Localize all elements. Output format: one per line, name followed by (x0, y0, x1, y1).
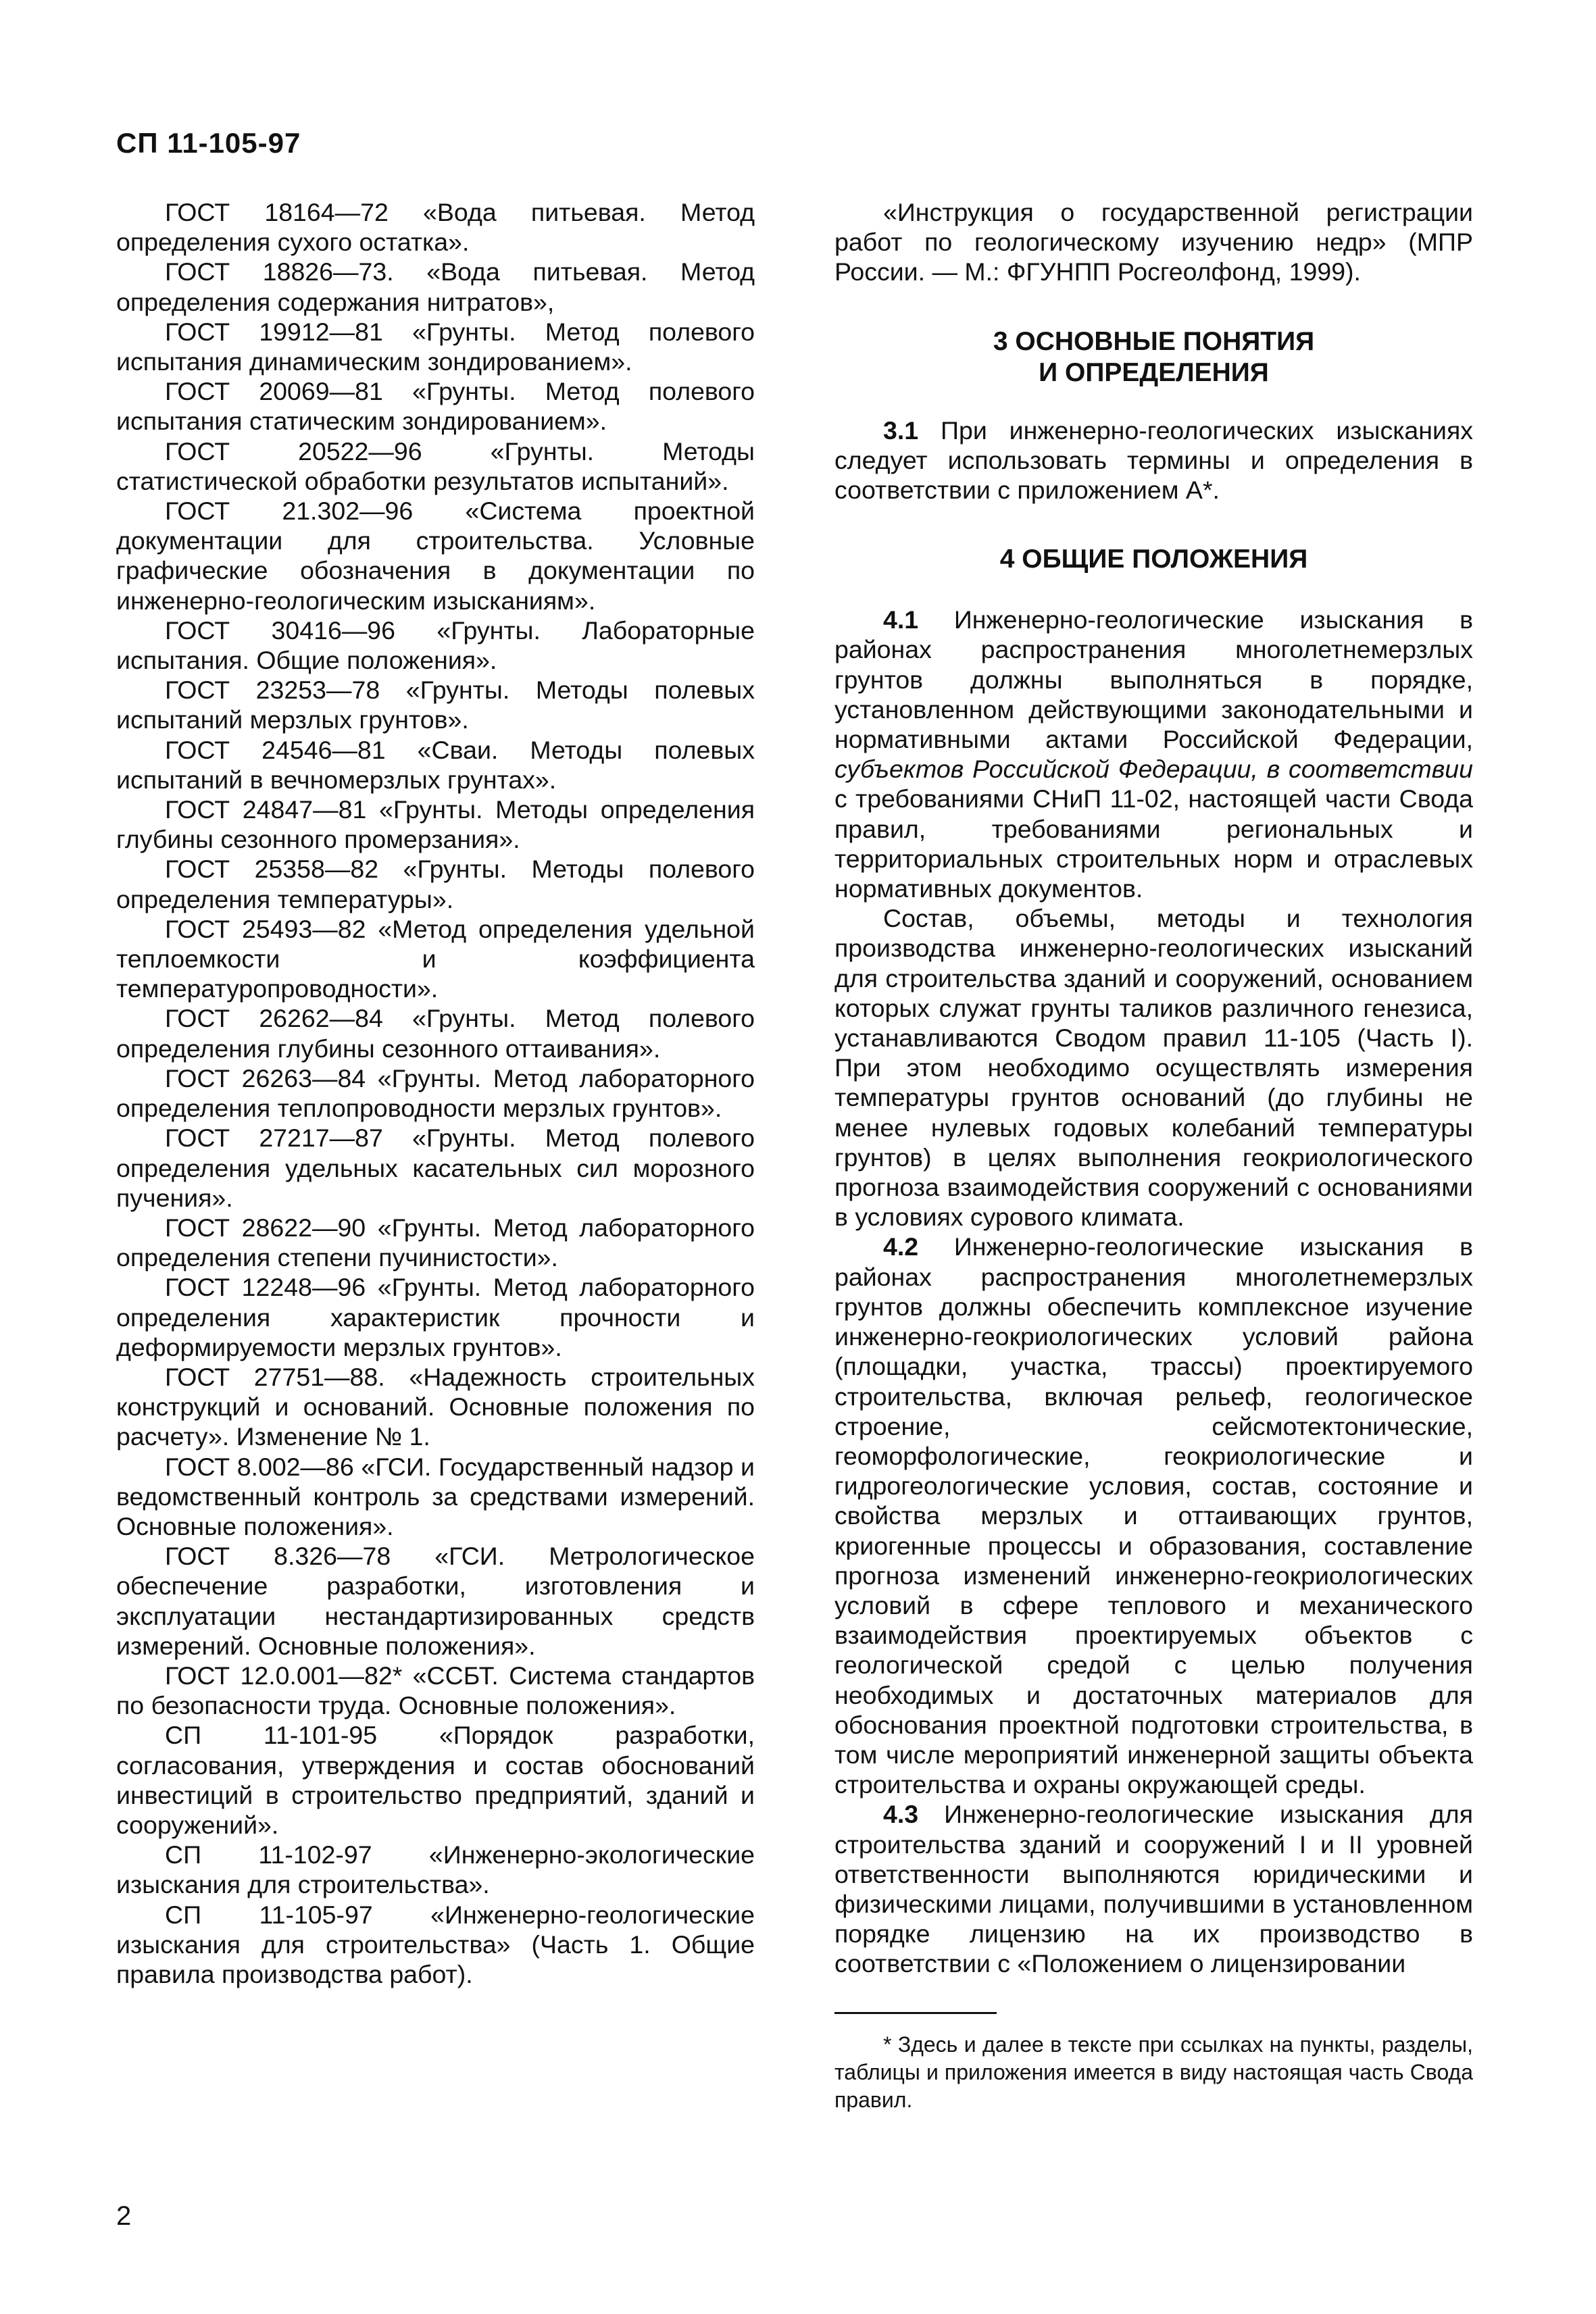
reference-item: СП 11-105-97 «Инженерно-геологические изыскания для строительства» (Часть 1. Общие правила производства работ). (116, 1900, 755, 1988)
reference-item: ГОСТ 21.302—96 «Система проектной документации для строительства. Условные графические обозначения в документации по инженерно-геологическим изысканиям». (116, 497, 755, 615)
section-3-heading-line1: 3 ОСНОВНЫЕ ПОНЯТИЯ (993, 326, 1315, 356)
reference-item: ГОСТ 8.002—86 «ГСИ. Государственный надзор и ведомственный контроль за средствами измерений. Основные положения». (116, 1452, 755, 1540)
paragraph-4-1-continued: Состав, объемы, методы и технология производства инженерно-геологических изысканий для строительства зданий и сооружений, основанием которых служат грунты таликов различного генезиса, устанавливаются Сводом правил 11-105 (Часть I). При этом необходимо осуществлять измерения температуры грунтов оснований (до глубины не менее нулевых годовых колебаний температуры грунтов) в целях выполнения геокриологического прогноза взаимодействия сооружений с основаниями в условиях сурового климата. (834, 904, 1473, 1232)
reference-item: СП 11-101-95 «Порядок разработки, согласования, утверждения и состав обоснований инвестиций в строительство предприятий, зданий и сооружений». (116, 1721, 755, 1839)
reference-item: ГОСТ 25358—82 «Грунты. Методы полевого определения температуры». (116, 855, 755, 913)
paragraph-text: При инженерно-геологических изысканиях следует использовать термины и определения в соответствии с приложением А*. (834, 416, 1473, 505)
paragraph-number: 4.3 (883, 1800, 919, 1829)
paragraph-3-1 (834, 416, 1473, 505)
reference-continuation: «Инструкция о государственной регистрации работ по геологическому изучению недр» (МПР России. — М.: ФГУНПП Росгеолфонд, 1999). (834, 198, 1473, 286)
section-4-heading: 4 ОБЩИЕ ПОЛОЖЕНИЯ (999, 545, 1308, 574)
reference-item: ГОСТ 8.326—78 «ГСИ. Метрологическое обеспечение разработки, изготовления и эксплуатации нестандартизированных средств измерений. Основные положения». (116, 1542, 755, 1660)
paragraph-number: 3.1 (883, 416, 919, 445)
reference-item: ГОСТ 30416—96 «Грунты. Лабораторные испытания. Общие положения». (116, 615, 755, 675)
reference-item: ГОСТ 19912—81 «Грунты. Метод полевого испытания динамическим зондированием». (116, 317, 755, 376)
reference-item: ГОСТ 24546—81 «Сваи. Методы полевых испытаний в вечномерзлых грунтах». (116, 735, 755, 794)
left-column (116, 197, 755, 1989)
page-number: 2 (116, 2201, 132, 2231)
reference-item: СП 11-102-97 «Инженерно-экологические изыскания для строительства». (116, 1840, 755, 1899)
reference-item: ГОСТ 27751—88. «Надежность строительных конструкций и оснований. Основные положения по расчету». Изменение № 1. (116, 1362, 755, 1451)
paragraph-4-3 (834, 1799, 1473, 1978)
right-column (834, 197, 1473, 1979)
paragraph-text-italic: субъектов Российской Федерации, в соответствии (834, 755, 1473, 784)
paragraph-text: с требованиями СНиП 11-02, настоящей части Свода правил, требованиями региональных и территориальных строительных норм и отраслевых нормативных документов. (834, 784, 1473, 903)
footnote: * Здесь и далее в тексте при ссылках на пункты, разделы, таблицы и приложения имеется в виду настоящая часть Свода правил. (834, 2032, 1473, 2112)
reference-item: ГОСТ 24847—81 «Грунты. Методы определения глубины сезонного промерзания». (116, 795, 755, 854)
paragraph-number: 4.1 (883, 605, 919, 634)
document-code: СП 11-105-97 (116, 127, 301, 159)
paragraph-text: Инженерно-геологические изыскания в районах распространения многолетнемерзлых грунтов должны выполняться в порядке, установленном действующими законодательными и нормативными актами Российской Федерации, (834, 605, 1473, 754)
paragraph-4-2 (834, 1232, 1473, 1799)
reference-item: ГОСТ 25493—82 «Метод определения удельной теплоемкости и коэффициента температуропроводности». (116, 914, 755, 1003)
reference-item: ГОСТ 20522—96 «Грунты. Методы статистической обработки результатов испытаний». (116, 436, 755, 495)
reference-item: ГОСТ 12.0.001—82* «ССБТ. Система стандартов по безопасности труда. Основные положения». (116, 1661, 755, 1720)
reference-item: ГОСТ 26263—84 «Грунты. Метод лабораторного определения теплопроводности мерзлых грунтов». (116, 1063, 755, 1123)
reference-item: ГОСТ 27217—87 «Грунты. Метод полевого определения удельных касательных сил морозного пучения». (116, 1124, 755, 1212)
reference-item: ГОСТ 26262—84 «Грунты. Метод полевого определения глубины сезонного оттаивания». (116, 1004, 755, 1063)
footnote-rule (834, 2012, 997, 2014)
paragraph-text: Инженерно-геологические изыскания в районах распространения многолетнемерзлых грунтов должны обеспечить комплексное изучение инженерно-геокриологических условий района (площадки, участка, трассы) проектируемого строительства, включая рельеф, геологическое строение, сейсмотектонические, геоморфологические, геокриологические и гидрогеологические условия, состав, состояние и свойства мерзлых и оттаивающих грунтов, криогенные процессы и образования, составление прогноза изменений инженерно-геокриологических условий в сфере теплового и механического взаимодействия проектируемых объектов с геологической средой с целью получения необходимых и достаточных материалов для обоснования проектной подготовки строительства, в том числе мероприятий инженерной защиты объекта строительства и охраны окружающей среды. (834, 1232, 1473, 1799)
reference-item: ГОСТ 18164—72 «Вода питьевая. Метод определения сухого остатка». (116, 198, 755, 257)
reference-item: ГОСТ 20069—81 «Грунты. Метод полевого испытания статическим зондированием». (116, 377, 755, 436)
reference-item: ГОСТ 12248—96 «Грунты. Метод лабораторного определения характеристик прочности и деформируемости мерзлых грунтов». (116, 1273, 755, 1361)
paragraph-number: 4.2 (883, 1232, 919, 1261)
reference-item: ГОСТ 23253—78 «Грунты. Методы полевых испытаний мерзлых грунтов». (116, 676, 755, 734)
section-3-heading (834, 326, 1473, 388)
reference-item: ГОСТ 18826—73. «Вода питьевая. Метод определения содержания нитратов», (116, 257, 755, 316)
paragraph-4-1 (834, 605, 1473, 903)
reference-item: ГОСТ 28622—90 «Грунты. Метод лабораторного определения степени пучинистости». (116, 1213, 755, 1272)
paragraph-text: Инженерно-геологические изыскания для строительства зданий и сооружений I и II уровней ответственности выполняются юридическими и физическими лицами, получившими в установленном порядке лицензию на их производство в соответствии с «Положением о лицензировании (834, 1800, 1473, 1978)
section-3-heading-line2: И ОПРЕДЕЛЕНИЯ (1039, 357, 1269, 387)
